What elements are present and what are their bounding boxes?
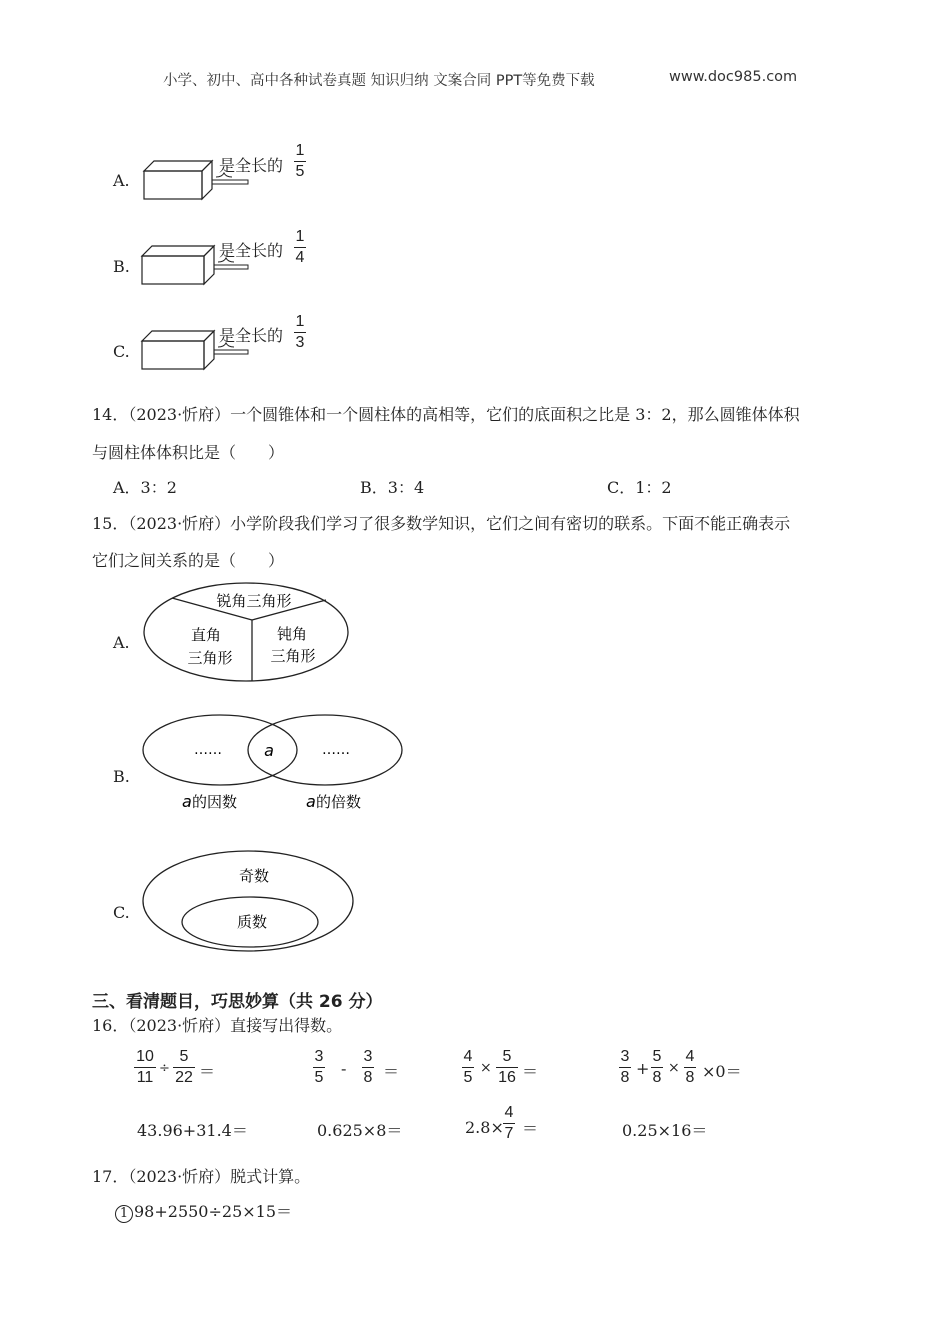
fraction [173, 1048, 195, 1087]
obtuse-triangle-label-1: 钝角 [276, 625, 308, 643]
tail-text: ×0＝ [702, 1062, 742, 1081]
obtuse-triangle-label-2: 三角形 [270, 647, 316, 665]
numerator: 4 [685, 1048, 695, 1065]
intersection-a: a [264, 741, 274, 760]
operator: - [341, 1059, 347, 1078]
odd-prime-diagram [140, 847, 360, 955]
numerator: 3 [363, 1048, 373, 1065]
header-left-text: 小学、初中、高中各种试卷真题 知识归纳 文案合同 PPT等免费下载 [163, 73, 595, 89]
fraction [496, 1048, 518, 1087]
option-label: C. [113, 342, 130, 361]
fraction [294, 313, 306, 352]
option-label: C. [113, 903, 130, 922]
numerator: 5 [179, 1048, 189, 1065]
denominator: 8 [652, 1069, 662, 1086]
section-3-title: 三、看清题目，巧思妙算（共 26 分） [92, 992, 383, 1012]
q14-option-b: B．3：4 [360, 478, 425, 497]
numerator: 3 [620, 1048, 630, 1065]
operator: × [480, 1060, 492, 1076]
q14-stem-line2: 与圆柱体体积比是（ ） [92, 443, 285, 462]
fraction [651, 1048, 663, 1087]
header-website-link[interactable]: www.doc985.com [669, 69, 798, 85]
numerator: 5 [502, 1048, 512, 1065]
numerator: 4 [504, 1104, 514, 1121]
option-label: A. [113, 633, 130, 652]
right-triangle-label-1: 直角 [190, 626, 222, 644]
fraction [684, 1048, 696, 1087]
q15-stem-line1: 15．（2023·忻府）小学阶段我们学习了很多数学知识，它们之间有密切的联系。下面不能正确表示 [92, 514, 791, 533]
right-dots: …… [322, 742, 350, 758]
numerator: 5 [652, 1048, 662, 1065]
numerator: 1 [295, 142, 305, 159]
option-text: 是全长的 [219, 156, 284, 175]
expression: 98+2550÷25×15＝ [134, 1202, 293, 1221]
multiple-a: a [306, 792, 316, 811]
q16-expr-5: 43.96+31.4＝ [137, 1121, 248, 1140]
denominator: 22 [175, 1069, 193, 1086]
multiple-caption: 的倍数 [316, 793, 362, 811]
acute-triangle-label: 锐角三角形 [216, 592, 292, 610]
equals: ＝ [383, 1062, 400, 1081]
denominator: 8 [363, 1069, 373, 1086]
denominator: 8 [620, 1069, 630, 1086]
fraction [134, 1048, 156, 1087]
q14-option-c: C．1：2 [607, 478, 672, 497]
denominator: 5 [295, 163, 305, 180]
numerator: 1 [295, 313, 305, 330]
fraction [362, 1048, 374, 1087]
denominator: 5 [463, 1069, 473, 1086]
denominator: 8 [685, 1069, 695, 1086]
denominator: 16 [498, 1069, 516, 1086]
option-text: 是全长的 [219, 241, 284, 260]
factor-a: a [182, 792, 192, 811]
denominator: 3 [295, 334, 305, 351]
q15-stem-line2: 它们之间关系的是（ ） [92, 551, 285, 570]
fraction [619, 1048, 631, 1087]
factor-caption: 的因数 [192, 793, 238, 811]
fraction [462, 1048, 474, 1087]
fraction [294, 142, 306, 181]
option-label: A. [113, 171, 130, 190]
expr-prefix: 2.8× [465, 1118, 504, 1137]
q16-title: 16．（2023·忻府）直接写出得数。 [92, 1016, 343, 1035]
right-triangle-label-2: 三角形 [187, 649, 233, 667]
left-dots: …… [194, 742, 222, 758]
numerator: 3 [314, 1048, 324, 1065]
denominator: 4 [295, 249, 305, 266]
operator: × [668, 1060, 680, 1076]
option-label: B. [113, 767, 130, 786]
q17-item-1 [115, 1199, 292, 1223]
numerator: 1 [295, 228, 305, 245]
denominator: 7 [504, 1125, 514, 1142]
q17-title: 17．（2023·忻府）脱式计算。 [92, 1167, 311, 1186]
option-text: 是全长的 [219, 326, 284, 345]
denominator: 5 [314, 1069, 324, 1086]
odd-number-label: 奇数 [238, 867, 270, 885]
fraction [294, 228, 306, 267]
triangle-classification-diagram [140, 580, 355, 684]
option-label: B. [113, 257, 130, 276]
factor-multiple-venn-diagram [140, 712, 405, 816]
fraction [503, 1104, 515, 1143]
fraction [313, 1048, 325, 1087]
numerator: 4 [463, 1048, 473, 1065]
q14-option-a: A．3：2 [113, 478, 177, 497]
q14-stem-line1: 14．（2023·忻府）一个圆锥体和一个圆柱体的高相等，它们的底面积之比是 3：2，那么圆锥体体积 [92, 405, 800, 424]
equals: ＝ [522, 1119, 539, 1138]
circled-number: 1 [115, 1205, 133, 1223]
prime-number-label: 质数 [236, 913, 268, 931]
denominator: 11 [136, 1069, 154, 1086]
equals: ＝ [522, 1062, 539, 1081]
operator: + [636, 1059, 650, 1078]
q16-expr-8: 0.25×16＝ [622, 1121, 708, 1140]
q16-expr-6: 0.625×8＝ [317, 1121, 403, 1140]
operator: ÷ [159, 1061, 170, 1076]
numerator: 10 [136, 1048, 154, 1065]
equals: ＝ [199, 1062, 216, 1081]
